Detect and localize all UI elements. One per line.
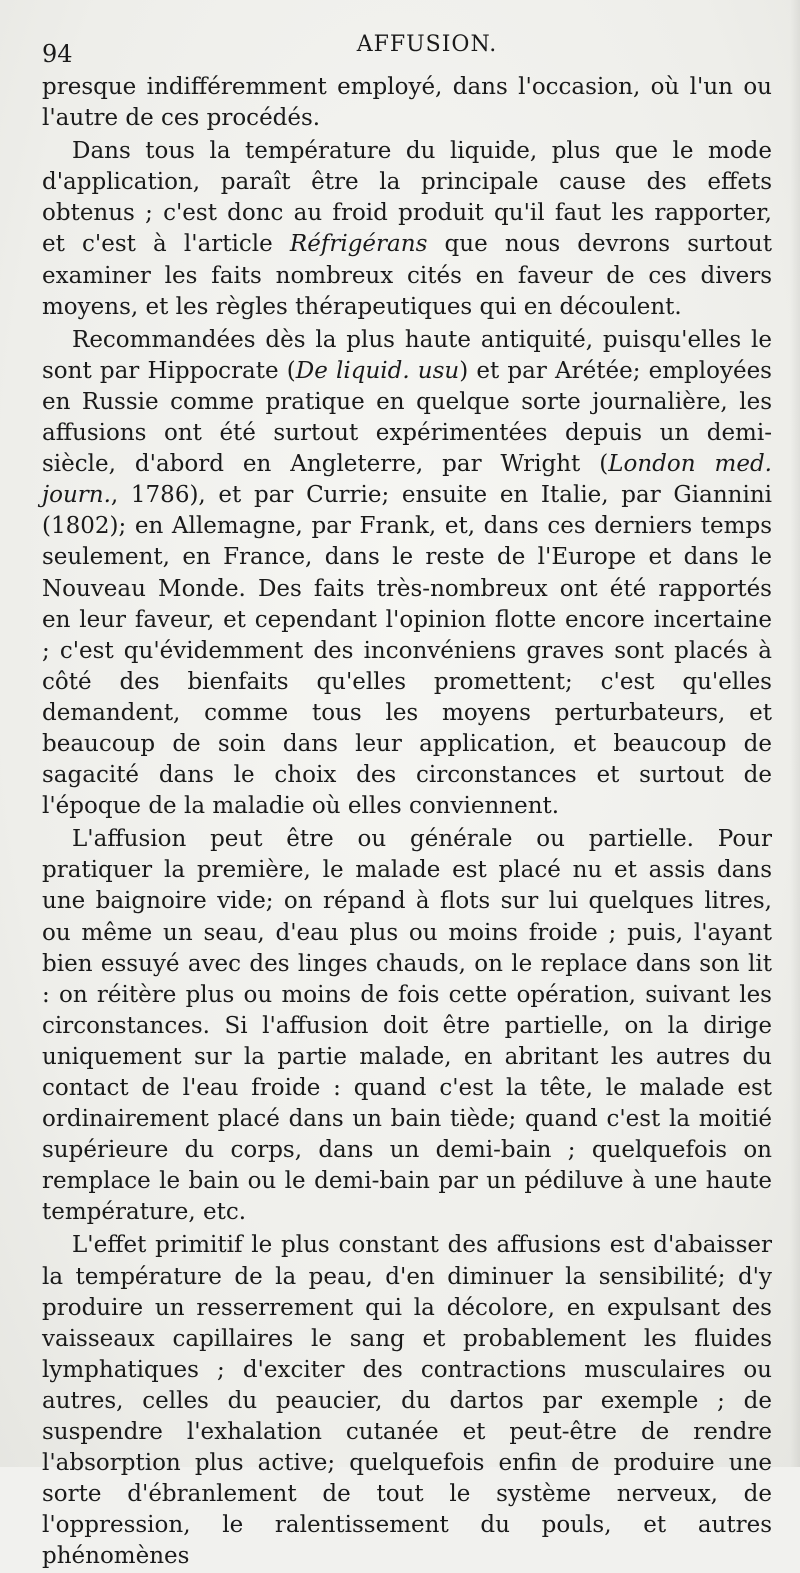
paragraph [42, 325, 772, 823]
text-segment: que nous devrons surtout examiner les faits nombreux cités en faveur de ces divers moyens, et les règles thérapeutiques qui en découlent. [42, 231, 772, 320]
italic-citation: London med. journ. [42, 451, 772, 509]
body-text [42, 72, 772, 1573]
paragraph [42, 136, 772, 323]
paragraph [42, 72, 772, 134]
text-segment: Dans tous la température du liquide, plus que le mode d'application, paraît être la principale cause des effets obtenus ; c'est donc au froid produit qu'il faut les rapporter, et c'est à l'article [42, 138, 772, 258]
paragraph [42, 824, 772, 1228]
text-segment: presque indifféremment employé, dans l'occasion, où l'un ou l'autre de ces procédés. [42, 74, 772, 132]
running-title: AFFUSION. [356, 32, 498, 57]
italic-citation: De liquid. usu [295, 357, 460, 384]
italic-term: Réfrigérans [289, 231, 428, 258]
text-segment: L'affusion peut être ou générale ou partielle. Pour pratiquer la première, le malade est placé nu et assis dans une baignoire vide; on répand à flots sur lui quelques litres, ou même un seau, d'eau plus ou moins froide ; puis, l'ayant bien essuyé avec des linges chauds, on le replace dans son lit : on réitère plus ou moins de fois cette opération, suivant les circonstances. Si l'affusion doit être partielle, on la dirige uniquement sur la partie malade, en abritant les autres du contact de l'eau froide : quand c'est la tête, le malade est ordinairement placé dans un bain tiède; quand c'est la moitié supérieure du corps, dans un demi-bain ; quelquefois on remplace le bain ou le demi-bain par un pédiluve à une haute température, etc. [42, 826, 772, 1226]
page-edge-shadow [790, 0, 800, 1467]
paragraph [42, 1230, 772, 1572]
text-segment: L'effet primitif le plus constant des affusions est d'abaisser la température de la peau, d'en diminuer la sensibilité; d'y produire un resserrement qui la décolore, en expulsant des vaisseaux capillaires le sang et probablement les fluides lymphatiques ; d'exciter des contractions musculaires ou autres, celles du peaucier, du dartos par exemple ; de suspendre l'exhalation cutanée et peut-être de rendre l'absorption plus active; quelquefois enfin de produire une sorte d'ébranlement de tout le système nerveux, de l'oppression, le ralentissement du pouls, et autres phénomènes [42, 1232, 772, 1570]
text-segment: , 1786), et par Currie; ensuite en Italie, par Giannini (1802); en Allemagne, par Frank, et, dans ces derniers temps seulement, en France, dans le reste de l'Europe et dans le Nouveau Monde. Des faits très-nombreux ont été rapportés en leur faveur, et cependant l'opinion flotte encore incertaine ; c'est qu'évidemment des inconvéniens graves sont placés à côté des bienfaits qu'elles promettent; c'est qu'elles demandent, comme tous les moyens perturbateurs, et beaucoup de soin dans leur application, et beaucoup de sagacité dans le choix des circonstances et surtout de l'époque de la maladie où elles conviennent. [42, 482, 772, 820]
page-number: 94 [42, 40, 73, 68]
text-segment: Recommandées dès la plus haute antiquité, puisqu'elles le sont par Hippocrate ( [42, 326, 772, 384]
text-segment: ) et par Arétée; employées en Russie comme pratique en quelque sorte journalière, les affusions ont été surtout expérimentées depuis un demi-siècle, d'abord en Angleterre, par Wright ( [42, 357, 772, 478]
running-head [42, 26, 772, 70]
